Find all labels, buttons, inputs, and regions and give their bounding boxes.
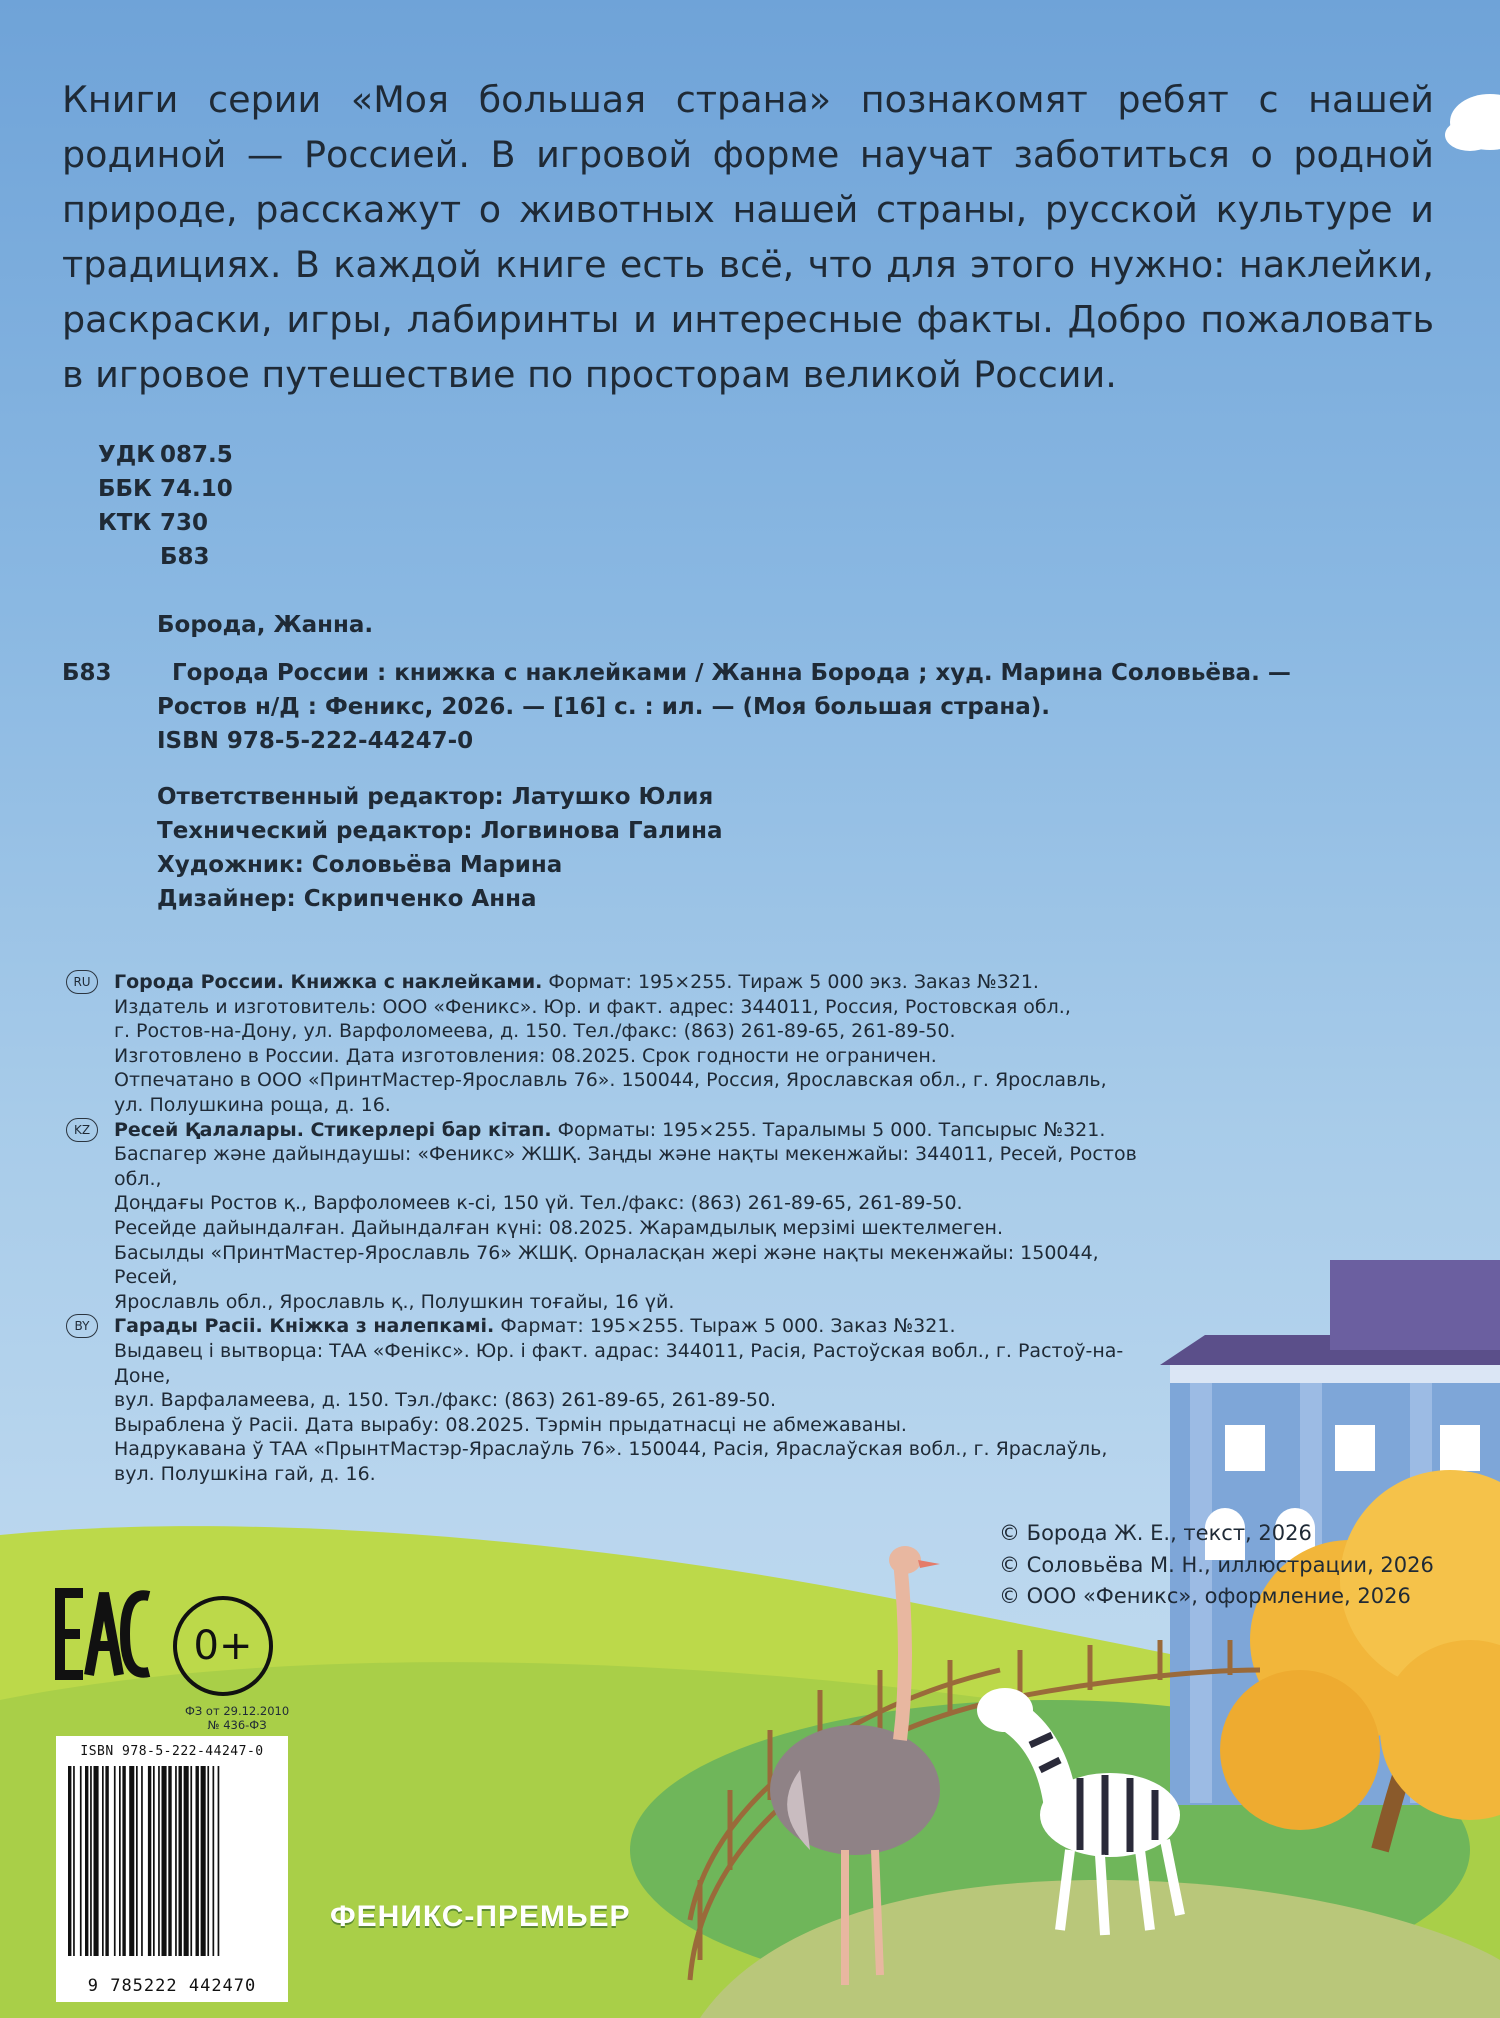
code-row (98, 540, 233, 574)
code-key (98, 540, 160, 574)
imprint-line: Доңдағы Ростов қ., Варфоломеев к-сі, 150 үй. Тел./факс: (863) 261-89-65, 261-89-50. (114, 1192, 963, 1215)
code-value: 087.5 (160, 442, 233, 468)
eac-mark-icon (55, 1588, 153, 1680)
code-value: Б83 (160, 544, 210, 570)
imprint-line: Изготовлено в России. Дата изготовления: 08.2025. Срок годности не ограничен. (114, 1044, 937, 1067)
imprint-line: Ресейде дайындалған. Дайындалған күні: 08.2025. Жарамдылық мерзімі шектелмеген. (114, 1216, 1004, 1239)
imprint-line: Формат: 195×255. Тираж 5 000 экз. Заказ №321. (542, 971, 1039, 993)
imprint-line: Басылды «ПринтМастер-Ярославль 76» ЖШҚ. Орналасқан жері және нақты мекенжайы: 150044, Ресей, (114, 1241, 1099, 1289)
fz-line: № 436-ФЗ (207, 1718, 267, 1732)
imprint-line: Ярославль обл., Ярославль қ., Полушкин тоғайы, 16 үй. (114, 1290, 675, 1313)
copyright-block (999, 1518, 1434, 1613)
bibliographic-record (62, 608, 1362, 758)
publisher-logo: ФЕНИКС-ПРЕМЬЕР (330, 1900, 631, 1933)
imprint-title: Ресей Қалалары. Стикерлері бар кітап. (114, 1118, 552, 1141)
staff-credits (157, 780, 723, 916)
code-key: ББК (98, 476, 152, 502)
barcode (56, 1736, 288, 2002)
code-key: УДК (98, 442, 156, 468)
staff-line: Ответственный редактор: Латушко Юлия (157, 784, 714, 810)
imprint-line: вул. Полушкіна гай, д. 16. (114, 1462, 376, 1485)
bib-title: Города России : книжка с наклейками / Жанна Борода ; худ. Марина Соловьёва. — (172, 660, 1291, 686)
imprint-by (66, 1314, 1166, 1486)
imprint-title: Города России. Книжка с наклейками. (114, 971, 543, 993)
copyright-line: © Борода Ж. Е., текст, 2026 (999, 1521, 1312, 1545)
staff-line: Художник: Соловьёва Марина (157, 852, 563, 878)
barcode-isbn: ISBN 978-5-222-44247-0 (80, 1744, 264, 1759)
fz-note (185, 1704, 289, 1732)
staff-line: Технический редактор: Логвинова Галина (157, 818, 723, 844)
imprint-ru (66, 970, 1166, 1118)
imprint-line: Фармат: 195×255. Тыраж 5 000. Заказ №321. (494, 1315, 956, 1338)
fz-line: ФЗ от 29.12.2010 (185, 1704, 290, 1718)
imprint-line: Выраблена ў Расіі. Дата вырабу: 08.2025. Тэрмін прыдатнасці не абмежаваны. (114, 1413, 907, 1436)
staff-line: Дизайнер: Скрипченко Анна (157, 886, 537, 912)
imprint-title: Гарады Расіі. Кніжка з налепкамі. (114, 1315, 495, 1338)
imprint-line: Отпечатано в ООО «ПринтМастер-Ярославль 76». 150044, Россия, Ярославская обл., г. Ярославль, (114, 1069, 1107, 1092)
imprint-block (66, 970, 1166, 1486)
bib-publication: Ростов н/Д : Феникс, 2026. — [16] с. : ил. — (Моя большая страна). (157, 694, 1051, 720)
imprint-line: г. Ростов-на-Дону, ул. Варфоломеева, д. 150. Тел./факс: (863) 261-89-65, 261-89-50. (114, 1020, 956, 1043)
imprint-kz (66, 1118, 1166, 1315)
imprint-line: Баспагер және дайындаушы: «Феникс» ЖШҚ. Заңды және нақты мекенжайы: 344011, Ресей, Ростов обл., (114, 1143, 1137, 1190)
imprint-line: Форматы: 195×255. Таралымы 5 000. Тапсырыс №321. (551, 1118, 1106, 1141)
code-key: КТК (98, 510, 152, 536)
age-rating-badge: 0+ (173, 1596, 273, 1696)
imprint-line: Выдавец і вытворца: ТАА «Фенікс». Юр. і факт. адрас: 344011, Расія, Растоўская вобл., г. Растоў-на-Доне, (114, 1339, 1124, 1387)
copyright-line: © ООО «Феникс», оформление, 2026 (999, 1584, 1411, 1608)
barcode-digits: 9 785222 442470 (87, 1976, 257, 1996)
code-row (98, 438, 233, 472)
bib-title-row (62, 656, 1362, 690)
imprint-line: Издатель и изготовитель: ООО «Феникс». Юр. и факт. адрес: 344011, Россия, Ростовская обл., (114, 995, 1071, 1018)
language-badge: KZ (66, 1118, 98, 1142)
code-row (98, 506, 233, 540)
bib-isbn: ISBN 978-5-222-44247-0 (157, 728, 474, 754)
imprint-line: вул. Варфаламеева, д. 150. Тэл./факс: (863) 261-89-65, 261-89-50. (114, 1389, 777, 1412)
language-badge: RU (66, 970, 98, 994)
classification-codes (98, 438, 233, 574)
bib-author: Борода, Жанна. (157, 612, 374, 638)
bib-code: Б83 (62, 660, 112, 686)
copyright-line: © Соловьёва М. Н., иллюстрации, 2026 (999, 1552, 1434, 1577)
code-value: 74.10 (160, 476, 233, 502)
imprint-line: Надрукавана ў ТАА «ПрынтМастэр-Яраслаўль 76». 150044, Расія, Яраслаўская вобл., г. Яраслаўль, (114, 1438, 1108, 1461)
cloud-icon (1445, 94, 1500, 151)
code-value: 730 (160, 510, 209, 536)
barcode-bars (66, 1766, 278, 1964)
code-row (98, 472, 233, 506)
intro-paragraph: Книги серии «Моя большая страна» познакомят ребят с нашей родиной — Россией. В игровой форме научат заботиться о родной природе, расскажут о животных нашей страны, русской культуре и традициях. В каждой книге есть всё, что для этого нужно: наклейки, раскраски, игры, лабиринты и интересные факты. Добро пожаловать в игровое путешествие по просторам великой России. (62, 78, 1434, 396)
imprint-line: ул. Полушкина роща, д. 16. (114, 1093, 391, 1116)
language-badge: BY (66, 1314, 98, 1338)
